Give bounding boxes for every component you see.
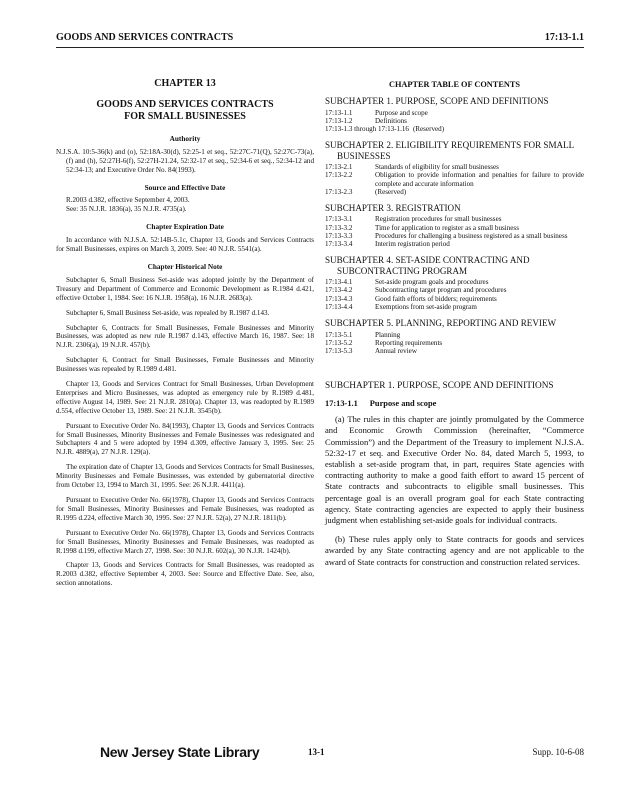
table-of-contents — [325, 96, 584, 355]
toc-entry — [325, 163, 584, 171]
chapter-number: CHAPTER 13 — [154, 78, 216, 89]
left-column — [56, 80, 314, 594]
library-stamp: New Jersey State Library — [100, 744, 260, 760]
toc-entry-number: 17:13-4.3 — [325, 294, 353, 303]
history-note: Pursuant to Executive Order No. 66(1978), Chapter 13, Goods and Services Contracts for Small Businesses, Minority Businesses and Female Businesses, was readopted as R.1998 d.199, effective March 27, 1998. See: 30 N.J.R. 602(a), 30 N.J.R. 1424(b). — [56, 528, 314, 555]
history-note: Pursuant to Executive Order No. 84(1993), Chapter 13, Goods and Services Contracts for Small Businesses, Minority Businesses and Female Businesses was redesignated and Subchapters 4 and 5 were adopted by 1994 d.309, effective January 3, 1995. See: 25 N.J.R. 4889(a), 27 N.J.R. 129(a). — [56, 421, 314, 457]
page-footer — [56, 744, 584, 764]
page-number: 13-1 — [308, 747, 325, 757]
toc-entry-title: Interim registration period — [375, 240, 450, 249]
section-number: 17:13-1.1 — [325, 399, 358, 409]
toc-entry-number: 17:13-5.3 — [325, 346, 353, 355]
toc-entry — [325, 215, 584, 223]
toc-subchapter-heading: SUBCHAPTER 2. ELIGIBILITY REQUIREMENTS FOR SMALL BUSINESSES — [325, 140, 574, 161]
toc-entry-number: 17:13-3.4 — [325, 240, 353, 249]
toc-entry — [325, 232, 584, 240]
toc-entry-title: Set-aside program goals and procedures — [375, 278, 489, 287]
toc-entry-title: Exemptions from set-aside program — [375, 302, 477, 311]
source-text-line-1: R.2003 d.382, effective September 4, 2003. — [66, 196, 190, 205]
toc-entry-title: Annual review — [375, 346, 417, 355]
running-header-section: 17:13-1.1 — [544, 32, 584, 43]
expiration-text: In accordance with N.J.S.A. 52:14B-5.1c, Chapter 13, Goods and Services Contracts for Small Businesses, expires on March 3, 2009. See: 40 N.J.R. 5541(a). — [56, 236, 314, 254]
toc-entry-number: 17:13-3.2 — [325, 223, 353, 232]
toc-entry-list — [325, 331, 584, 356]
toc-entry — [325, 295, 584, 303]
toc-entry-number: 17:13-4.2 — [325, 286, 353, 295]
running-header — [56, 32, 584, 48]
history-note: Subchapter 6, Small Business Set-aside was adopted jointly by the Department of Treasury and Department of Commerce and Economic Development as R.1984 d.421, effective October 1, 1984. See: 16 N.J.R. 1958(a), 16 N.J.R. 2683(a). — [56, 275, 314, 302]
toc-entry — [325, 109, 584, 117]
authority-text: N.J.S.A. 10:5-36(k) and (o), 52:18A-30(d), 52:25-1 et seq., 52:27C-71(Q), 52:27C-73(a), (f) and (h), 52:27H-6(f), 52:27H-21.24, 52:32-17 et seq., 52:34-6 et seq., 52:34-12 and 52:34-13; and Executive Order No. 84(1993). — [56, 147, 314, 174]
toc-entry-title: (Reserved) — [375, 187, 407, 196]
section-heading — [325, 399, 584, 408]
toc-subchapter-heading: SUBCHAPTER 5. PLANNING, REPORTING AND REVIEW — [325, 318, 557, 329]
history-note: Subchapter 6, Contract for Small Businesses, Female Businesses and Minority Businesses was repealed by R.1989 d.481. — [56, 356, 314, 374]
toc-entry-number: 17:13-2.3 — [325, 187, 353, 196]
toc-entry — [325, 125, 584, 133]
toc-title: CHAPTER TABLE OF CONTENTS — [388, 80, 520, 89]
toc-entry-number: 17:13-3.1 — [325, 215, 353, 224]
toc-entry — [325, 188, 584, 196]
toc-entry-list — [325, 163, 584, 196]
toc-entry-title: (Reserved) — [412, 124, 445, 133]
history-note: The expiration date of Chapter 13, Goods and Services Contracts for Small Businesses, Minority Businesses and Female Businesses, was extended by gubernatorial directive from October 13, 1994 to March 31, 1995. See: 26 N.J.R. 4411(a). — [56, 463, 314, 490]
toc-entry — [325, 171, 584, 187]
toc-entry-number: 17:13-1.2 — [325, 116, 353, 125]
expiration-heading: Chapter Expiration Date — [146, 222, 224, 232]
toc-subchapter-heading: SUBCHAPTER 1. PURPOSE, SCOPE AND DEFINITIONS — [325, 96, 549, 106]
source-heading: Source and Effective Date — [144, 182, 226, 192]
toc-entry-title: Time for application to register as a small business — [375, 223, 519, 232]
toc-entry-title: Definitions — [375, 116, 407, 125]
toc-subchapter-heading: SUBCHAPTER 3. REGISTRATION — [325, 202, 461, 213]
toc-entry — [325, 278, 584, 286]
toc-entry-number: 17:13-2.2 — [325, 171, 353, 180]
toc-entry — [325, 224, 584, 232]
toc-entry-number: 17:13-4.4 — [325, 302, 353, 311]
toc-entry-number: 17:13-4.1 — [325, 278, 353, 287]
chapter-title-line-2: FOR SMALL BUSINESSES — [124, 110, 246, 122]
right-column — [325, 80, 584, 576]
header-rule — [56, 47, 584, 48]
toc-entry-title: Good faith efforts of bidders; requirements — [375, 294, 497, 303]
toc-entry — [325, 331, 584, 339]
toc-entry-title: Purpose and scope — [375, 108, 428, 117]
toc-entry-list — [325, 215, 584, 248]
subchapter-heading: SUBCHAPTER 1. PURPOSE, SCOPE AND DEFINITIONS — [325, 381, 554, 392]
section-title: Purpose and scope — [369, 399, 437, 409]
toc-entry-title: Registration procedures for small businesses — [375, 215, 502, 224]
toc-entry-number: 17:13-1.1 — [325, 108, 353, 117]
running-header-title: GOODS AND SERVICES CONTRACTS — [56, 32, 234, 43]
section-paragraph-b: (b) These rules apply only to State contracts for goods and services awarded by any State contracting agency and are not applicable to the award of State contracts for construction and construction related services. — [325, 534, 584, 567]
toc-entry — [325, 347, 584, 355]
chapter-title-line-1: GOODS AND SERVICES CONTRACTS — [96, 98, 274, 110]
toc-entry-number: 17:13-5.1 — [325, 330, 353, 339]
toc-entry-title: Reporting requirements — [375, 338, 443, 347]
toc-entry-number: 17:13-1.3 through 17:13-1.16 — [325, 124, 409, 133]
toc-entry — [325, 117, 584, 125]
chapter-title — [56, 99, 314, 123]
toc-entry-title: Obligation to provide information and penalties for failure to provide complete and accurate information — [375, 171, 584, 188]
toc-entry — [325, 339, 584, 347]
toc-entry-number: 17:13-3.3 — [325, 231, 353, 240]
history-heading: Chapter Historical Note — [147, 261, 223, 271]
history-note: Pursuant to Executive Order No. 66(1978), Chapter 13, Goods and Services Contracts for Small Businesses, Minority Businesses and Female Businesses, was readopted as R.1995 d.224, effective March 30, 1995. See: 27 N.J.R. 52(a), 27 N.J.R. 1811(b). — [56, 496, 314, 522]
toc-entry-title: Procedures for challenging a business registered as a small business — [375, 231, 568, 240]
section-paragraph-a: (a) The rules in this chapter are jointly promulgated by the Commerce and Economic Growth Commission (hereinafter, “Commerce Commission”) and the Department of the Treasury to implement N.J.S.A. 52:32-17 et seq. and Executive Order No. 84, dated March 5, 1993, to establish a set-aside program that, in part, requires State agencies with contracting authority to make a good faith effort to award 15 percent of State contracts and subcontracts to eligible small businesses. This percentage goal is an overall program goal for each State contracting agency. State contracting agencies are expected to apply their business judgment when establishing set-aside goals for individual contracts. — [325, 414, 584, 525]
toc-entry-title: Subcontracting target program and procedures — [375, 286, 507, 295]
history-note: Subchapter 6, Contracts for Small Businesses, Female Businesses and Minority Businesses, was adopted as new rule R.1987 d.143, effective March 16, 1987. See: 18 N.J.R. 2306(a), 19 N.J.R. 457(b). — [56, 323, 314, 350]
source-text — [66, 196, 314, 214]
toc-entry — [325, 303, 584, 311]
history-note: Chapter 13, Goods and Services Contracts for Small Businesses, was readopted as R.2003 d.382, effective September 4, 2003. See: Source and Effective Date. See, also, section annotations. — [56, 561, 314, 588]
toc-entry-number: 17:13-2.1 — [325, 163, 353, 172]
toc-entry — [325, 240, 584, 248]
history-note: Subchapter 6, Small Business Set-aside, was repealed by R.1987 d.143. — [66, 308, 270, 317]
toc-entry-number: 17:13-5.2 — [325, 338, 353, 347]
source-text-line-2: See: 35 N.J.R. 1836(a), 35 N.J.R. 4735(a). — [66, 205, 187, 214]
history-notes — [56, 276, 314, 588]
toc-entry-title: Standards of eligibility for small businesses — [375, 163, 499, 172]
supplement-date: Supp. 10-6-08 — [532, 747, 584, 757]
authority-heading: Authority — [169, 133, 201, 143]
toc-entry — [325, 286, 584, 294]
toc-entry-list — [325, 109, 584, 134]
toc-entry-list — [325, 278, 584, 311]
toc-subchapter-heading: SUBCHAPTER 4. SET-ASIDE CONTRACTING AND SUBCONTRACTING PROGRAM — [325, 255, 530, 276]
history-note: Chapter 13, Goods and Services Contract for Small Businesses, Urban Development Enterprises and Micro Businesses, was adopted as emergency rule by R.1989 d.481, effective August 14, 1989. See: 21 N.J.R. 2810(a). Chapter 13, was readopted by R.1989 d.554, effective October 13, 1989. See: 21 N.J.R. 3545(b). — [56, 380, 314, 415]
toc-entry-title: Planning — [375, 330, 401, 339]
